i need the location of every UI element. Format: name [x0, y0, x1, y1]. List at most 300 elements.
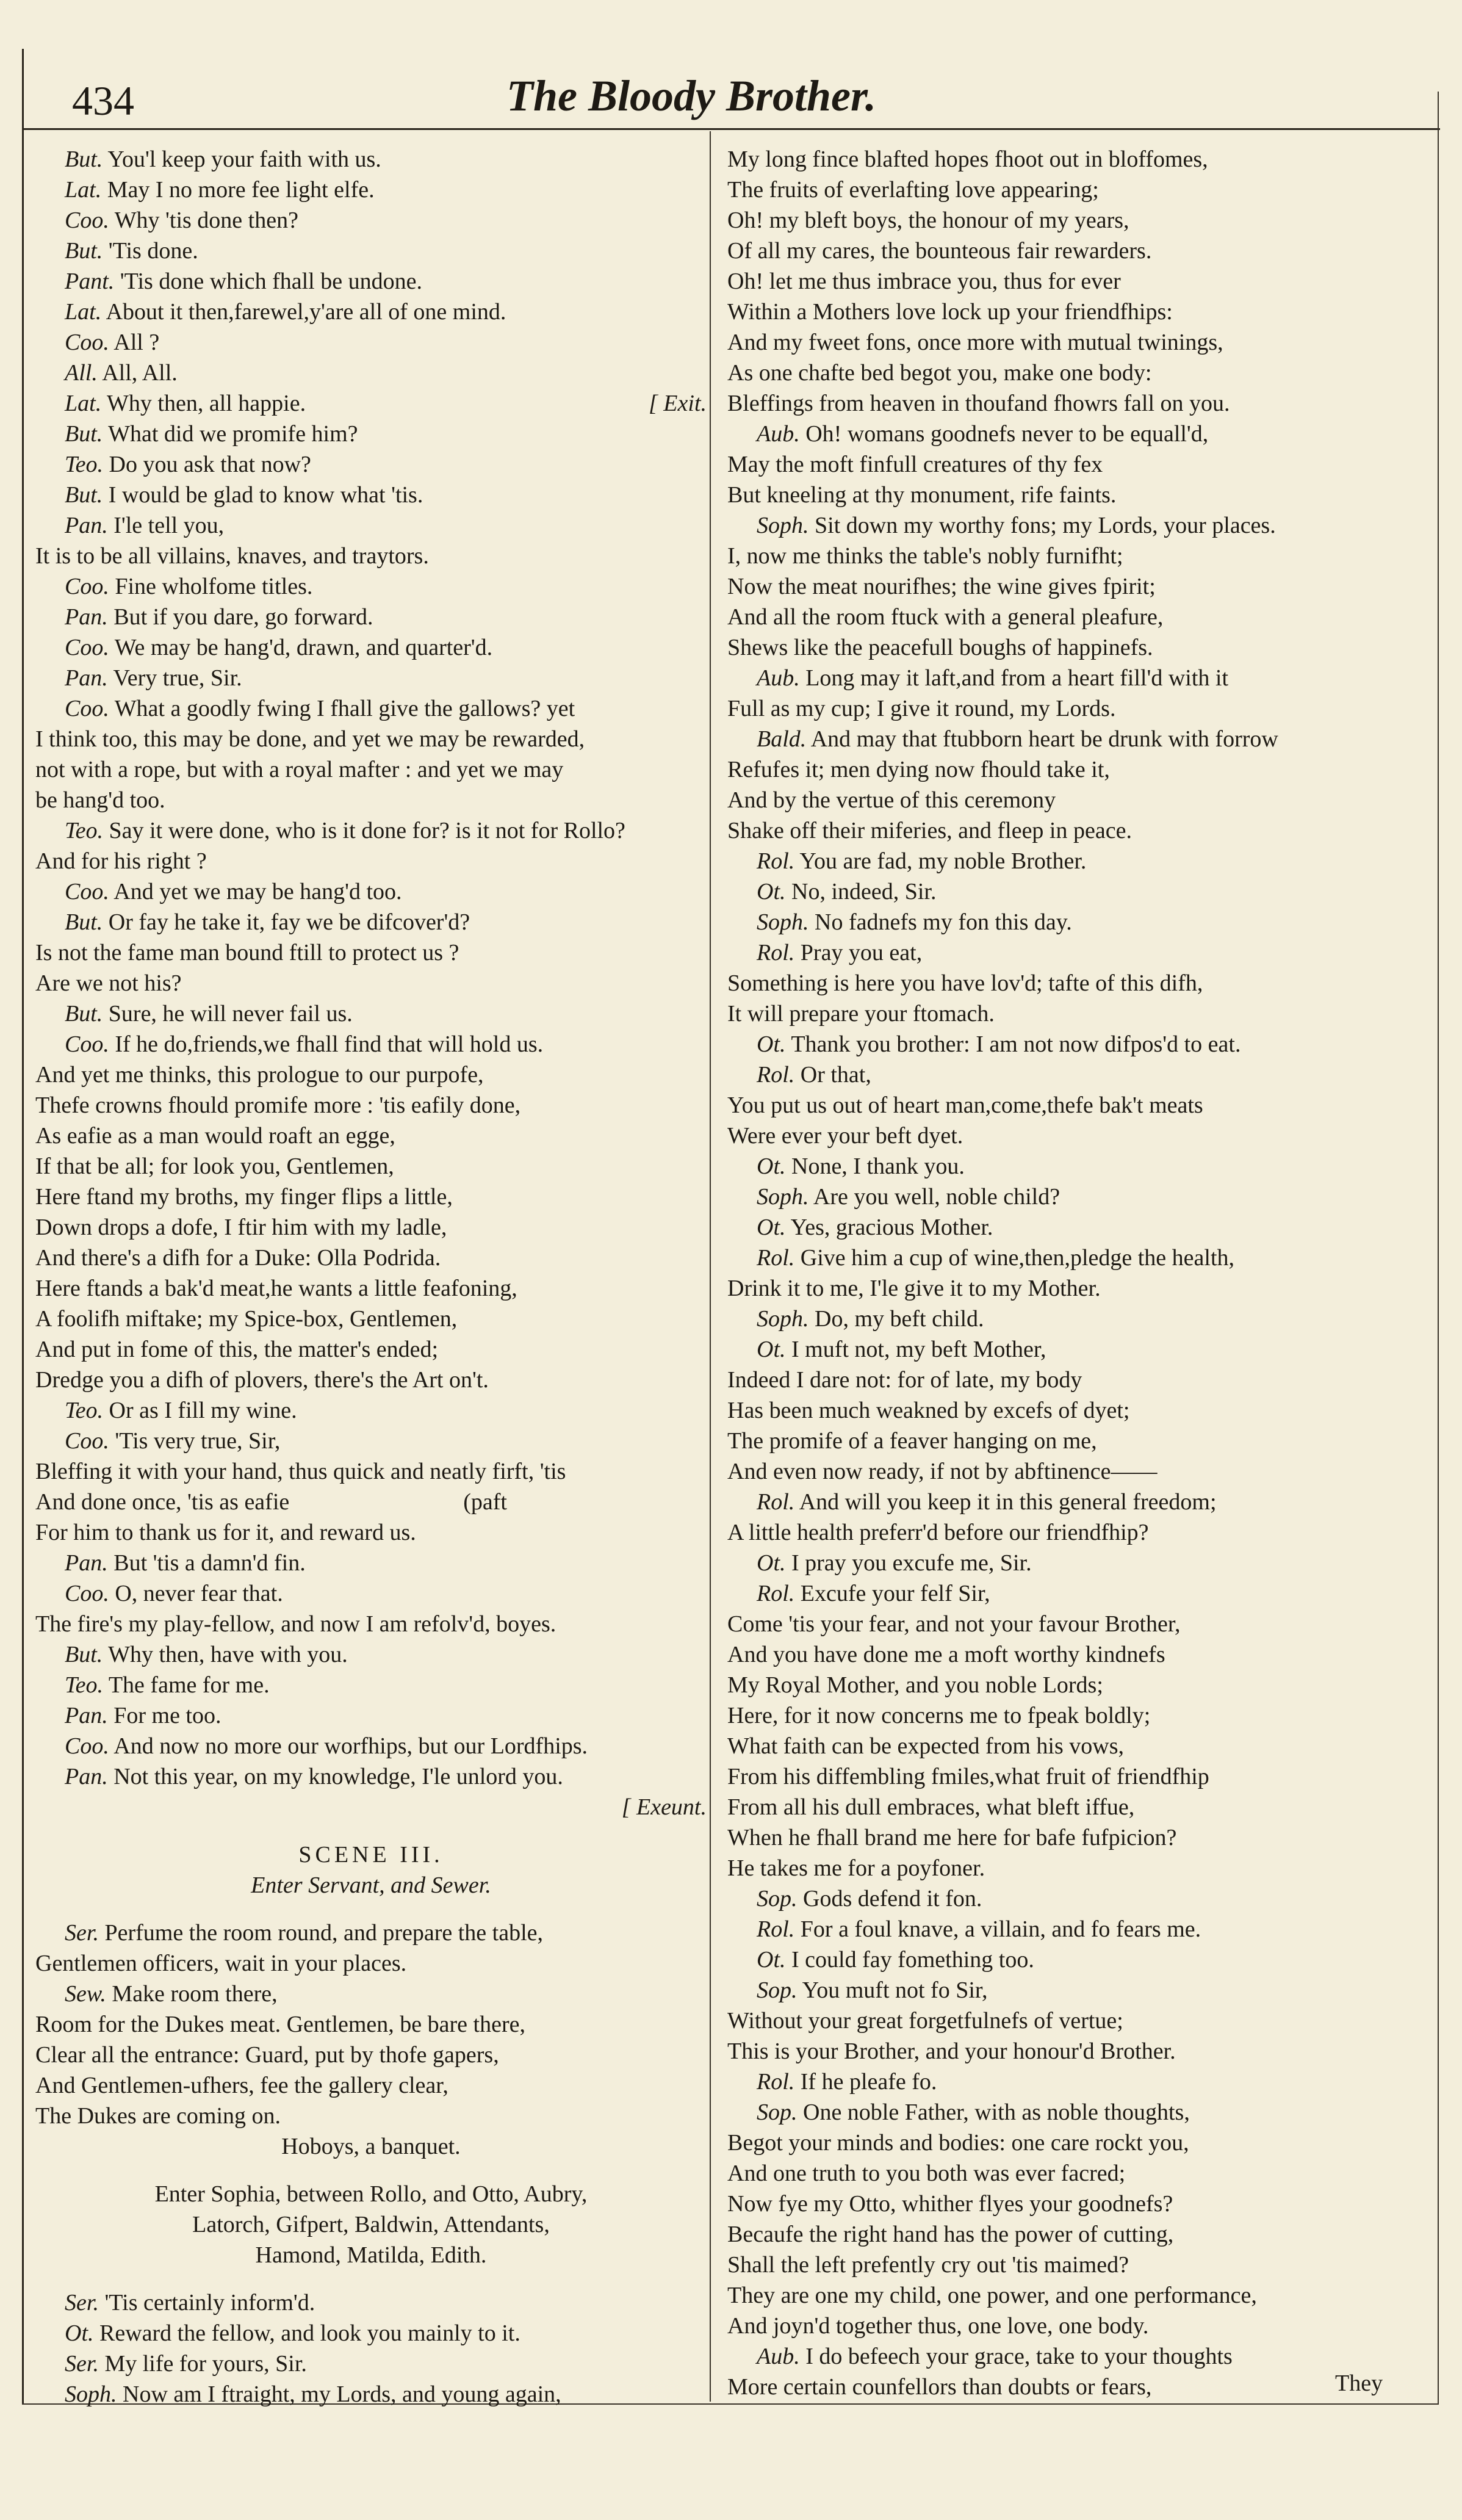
line-text: Room for the Dukes meat. Gentlemen, be bare there,: [35, 2012, 525, 2037]
line-text: They are one my child, one power, and one performance,: [727, 2283, 1257, 2308]
speaker-name: Aub.: [757, 665, 800, 691]
verse-line: [727, 724, 1435, 754]
line-text: Drink it to me, I'le give it to my Mother.: [727, 1276, 1101, 1301]
line-text: Here ftands a bak'd meat,he wants a little feafoning,: [35, 1276, 517, 1301]
line-text: We may be hang'd, drawn, and quarter'd.: [114, 635, 493, 660]
line-text: All ?: [113, 330, 160, 355]
verse-line: [35, 1948, 707, 1979]
verse-line: [35, 1395, 707, 1426]
line-text: Full as my cup; I give it round, my Lords.: [727, 696, 1116, 721]
verse-line: [727, 2311, 1435, 2341]
speaker-name: Coo.: [65, 208, 109, 233]
line-text: [ Exeunt.: [621, 1794, 707, 1820]
verse-line: [727, 510, 1435, 541]
verse-line: [35, 1121, 707, 1151]
verse-line: [35, 785, 707, 815]
speaker-name: Lat.: [65, 391, 102, 416]
verse-line: [727, 1212, 1435, 1243]
line-text: Very true, Sir.: [113, 665, 242, 691]
line-text: Is not the fame man bound ftill to protect us ?: [35, 940, 459, 966]
verse-line: [35, 1151, 707, 1182]
line-text: Bleffings from heaven in thoufand fhowrs fall on you.: [727, 391, 1230, 416]
line-text: From all his dull embraces, what bleft iffue,: [727, 1794, 1135, 1820]
verse-line: [35, 144, 707, 175]
speaker-name: But.: [65, 238, 103, 264]
speaker-name: Pan.: [65, 604, 108, 630]
header-rule: [22, 128, 1440, 130]
verse-line: [35, 754, 707, 785]
line-text: What faith can be expected from his vows,: [727, 1733, 1124, 1759]
line-text: Oh! let me thus imbrace you, thus for ever: [727, 269, 1121, 294]
line-text: Long may it laft,and from a heart fill'd with it: [805, 665, 1228, 691]
line-text: This is your Brother, and your honour'd Brother.: [727, 2038, 1176, 2064]
speaker-name: Soph.: [757, 1184, 809, 1210]
verse-line: [727, 937, 1435, 968]
speaker-name: Soph.: [757, 909, 809, 935]
speaker-name: Teo.: [65, 452, 104, 477]
speaker-name: Sop.: [757, 1977, 798, 2003]
line-text: 'Tis done which fhall be undone.: [120, 269, 422, 294]
verse-line: [727, 2036, 1435, 2067]
verse-line: [727, 1853, 1435, 1883]
verse-line: [727, 693, 1435, 724]
line-text: What a goodly fwing I fhall give the gallows? yet: [114, 696, 575, 721]
verse-line: [727, 1456, 1435, 1487]
verse-line: [727, 266, 1435, 297]
verse-line: [727, 1578, 1435, 1609]
stage-direction: [35, 2179, 707, 2209]
verse-line: [727, 358, 1435, 388]
verse-line: [727, 2067, 1435, 2097]
verse-line: [727, 1761, 1435, 1792]
spacer: [35, 1901, 707, 1918]
line-text: And put in fome of this, the matter's ended;: [35, 1337, 439, 1362]
line-text: Refufes it; men dying now fhould take it,: [727, 757, 1110, 782]
verse-line: [35, 2287, 707, 2318]
speaker-name: Rol.: [757, 1062, 795, 1088]
verse-line: [727, 998, 1435, 1029]
line-text: Fine wholfome titles.: [115, 574, 313, 599]
verse-line: [35, 1639, 707, 1670]
line-text: not with a rope, but with a royal mafter : and yet we may: [35, 757, 564, 782]
verse-line: [727, 1487, 1435, 1517]
line-text: You'l keep your faith with us.: [107, 146, 381, 172]
line-text: 'Tis certainly inform'd.: [104, 2290, 315, 2316]
verse-line: [35, 1060, 707, 1090]
line-text: Why then, all happie.: [107, 391, 306, 416]
verse-line: [35, 1334, 707, 1365]
verse-line: [727, 175, 1435, 205]
line-text: My Royal Mother, and you noble Lords;: [727, 1672, 1103, 1698]
speaker-name: Coo.: [65, 330, 109, 355]
line-text: Has been much weakned by excefs of dyet;: [727, 1398, 1130, 1423]
line-text: The fruits of everlafting love appearing;: [727, 177, 1099, 203]
line-text: Were ever your beft dyet.: [727, 1123, 963, 1149]
line-text: And done once, 'tis as eafie (paft: [35, 1489, 507, 1515]
verse-line: [35, 541, 707, 571]
verse-line: [35, 1761, 707, 1792]
line-text: Becaufe the right hand has the power of cutting,: [727, 2222, 1174, 2247]
verse-line: [35, 1304, 707, 1334]
verse-line: [35, 449, 707, 480]
line-text: Thank you brother: I am not now difpos'd to eat.: [791, 1031, 1241, 1057]
line-text: For a foul knave, a villain, and fo fears me.: [800, 1916, 1201, 1942]
line-text: I'le tell you,: [113, 513, 225, 538]
verse-line: [35, 1670, 707, 1700]
speaker-name: Lat.: [65, 299, 102, 325]
line-text: Something is here you have lov'd; tafte of this difh,: [727, 970, 1203, 996]
speaker-name: Rol.: [757, 2069, 795, 2095]
verse-line: [35, 358, 707, 388]
left-column: [35, 144, 707, 2410]
verse-line: [727, 236, 1435, 266]
verse-line: [35, 724, 707, 754]
line-text: It will prepare your ftomach.: [727, 1001, 995, 1027]
line-text: Sure, he will never fail us.: [108, 1001, 353, 1027]
line-text: One noble Father, with as noble thoughts,: [803, 2099, 1190, 2125]
stage-direction: [35, 1792, 707, 1822]
verse-line: [727, 785, 1435, 815]
line-text: Down drops a dofe, I ftir him with my ladle,: [35, 1215, 447, 1240]
line-text: Shews like the peacefull boughs of happinefs.: [727, 635, 1153, 660]
verse-line: [35, 1517, 707, 1548]
line-text: I think too, this may be done, and yet we may be rewarded,: [35, 726, 585, 752]
spacer: [35, 2270, 707, 2287]
line-text: Gods defend it fon.: [803, 1886, 982, 1912]
speaker-name: But.: [65, 482, 103, 508]
verse-line: [727, 968, 1435, 998]
verse-line: [727, 1243, 1435, 1273]
line-text: Gentlemen officers, wait in your places.: [35, 1951, 407, 1976]
line-text: But if you dare, go forward.: [113, 604, 373, 630]
speaker-name: Ot.: [65, 2320, 94, 2346]
verse-line: [727, 144, 1435, 175]
line-text: It is to be all villains, knaves, and traytors.: [35, 543, 429, 569]
line-text: Or as I fill my wine.: [109, 1398, 297, 1423]
line-text: And may that ftubborn heart be drunk with forrow: [810, 726, 1278, 752]
line-text: And my fweet fons, once more with mutual twinings,: [727, 330, 1223, 355]
verse-line: [727, 1639, 1435, 1670]
verse-line: [727, 2219, 1435, 2250]
verse-line: [727, 602, 1435, 632]
speaker-name: Teo.: [65, 818, 104, 843]
line-text: be hang'd too.: [35, 787, 165, 813]
line-text: Pray you eat,: [800, 940, 923, 966]
verse-line: [35, 2379, 707, 2410]
line-text: Now the meat nourifhes; the wine gives fpirit;: [727, 574, 1156, 599]
verse-line: [35, 876, 707, 907]
spacer: [35, 1822, 707, 1839]
verse-line: [35, 205, 707, 236]
verse-line: [35, 1918, 707, 1948]
speaker-name: Pan.: [65, 1703, 108, 1728]
verse-line: [35, 1212, 707, 1243]
speaker-name: Ot.: [757, 1215, 786, 1240]
verse-line: [35, 510, 707, 541]
right-border: [1438, 92, 1439, 2405]
line-text: Shall the left prefently cry out 'tis maimed?: [727, 2252, 1129, 2278]
verse-line: [727, 2372, 1435, 2402]
verse-line: [35, 632, 707, 663]
line-text: No, indeed, Sir.: [791, 879, 937, 904]
verse-line: [35, 815, 707, 846]
verse-line: [727, 632, 1435, 663]
verse-line: [35, 2070, 707, 2101]
verse-line: [727, 1792, 1435, 1822]
line-text: 'Tis very true, Sir,: [115, 1428, 281, 1454]
line-text: And by the vertue of this ceremony: [727, 787, 1056, 813]
verse-line: [727, 2250, 1435, 2280]
speaker-name: Coo.: [65, 879, 109, 904]
line-text: Perfume the room round, and prepare the table,: [104, 1920, 544, 1946]
line-text: A foolifh miftake; my Spice-box, Gentlemen,: [35, 1306, 458, 1332]
line-text: You muft not fo Sir,: [802, 1977, 988, 2003]
verse-line: [35, 236, 707, 266]
speaker-name: But.: [65, 909, 103, 935]
line-text: And yet me thinks, this prologue to our purpofe,: [35, 1062, 484, 1088]
verse-line: [35, 480, 707, 510]
line-text: Dredge you a difh of plovers, there's the Art on't.: [35, 1367, 489, 1393]
line-text: I do befeech your grace, take to your thoughts: [805, 2344, 1233, 2369]
verse-line: [727, 1670, 1435, 1700]
verse-line: [35, 1426, 707, 1456]
verse-line: [35, 571, 707, 602]
verse-line: [35, 846, 707, 876]
speaker-name: But.: [65, 1642, 103, 1667]
line-text: You are fad, my noble Brother.: [799, 848, 1087, 874]
line-text: Begot your minds and bodies: one care rockt you,: [727, 2130, 1189, 2156]
verse-line: [727, 1822, 1435, 1853]
line-text: As eafie as a man would roaft an egge,: [35, 1123, 395, 1149]
scene-heading: [35, 1839, 707, 1870]
line-text: 'Tis done.: [108, 238, 198, 264]
line-text: I could fay fomething too.: [791, 1947, 1034, 1973]
speaker-name: Aub.: [757, 2344, 800, 2369]
line-text: If he do,friends,we fhall find that will hold us.: [115, 1031, 544, 1057]
line-text: My long fince blafted hopes fhoot out in bloffomes,: [727, 146, 1208, 172]
verse-line: [727, 1914, 1435, 1944]
verse-line: [727, 388, 1435, 419]
speaker-name: Pan.: [65, 513, 108, 538]
line-text: And yet we may be hang'd too.: [113, 879, 402, 904]
stage-direction: [35, 2209, 707, 2240]
speaker-name: Rol.: [757, 1489, 795, 1515]
verse-line: [727, 480, 1435, 510]
column-divider: [710, 131, 711, 2402]
speaker-name: Sop.: [757, 1886, 798, 1912]
line-text: And all the room ftuck with a general pleafure,: [727, 604, 1164, 630]
verse-line: [35, 1456, 707, 1487]
verse-line: [35, 1365, 707, 1395]
verse-line: [727, 327, 1435, 358]
line-text: Oh! my bleft boys, the honour of my years,: [727, 208, 1129, 233]
line-text: May the moft finfull creatures of thy fex: [727, 452, 1103, 477]
line-text: Of all my cares, the bounteous fair rewarders.: [727, 238, 1152, 264]
verse-line: [727, 419, 1435, 449]
verse-line: [35, 1273, 707, 1304]
left-border: [22, 49, 24, 2405]
verse-line: [35, 907, 707, 937]
verse-line: [727, 1151, 1435, 1182]
line-text: For me too.: [113, 1703, 221, 1728]
line-text: A little health preferr'd before our friendfhip?: [727, 1520, 1149, 1545]
verse-line: [727, 754, 1435, 785]
line-text: As one chafte bed begot you, make one body:: [727, 360, 1152, 386]
verse-line: [35, 266, 707, 297]
line-text: Enter Sophia, between Rollo, and Otto, Aubry,: [154, 2181, 588, 2207]
verse-line: [727, 1609, 1435, 1639]
verse-line: [727, 876, 1435, 907]
line-text: O, never fear that.: [115, 1581, 283, 1606]
running-title: The Bloody Brother.: [506, 71, 877, 120]
verse-line: [35, 1182, 707, 1212]
speaker-name: Teo.: [65, 1398, 104, 1423]
speaker-name: Coo.: [65, 1428, 109, 1454]
speaker-name: All.: [65, 360, 98, 386]
speaker-name: Ot.: [757, 1947, 786, 1973]
line-text: Reward the fellow, and look you mainly to it.: [99, 2320, 520, 2346]
speaker-name: Rol.: [757, 848, 795, 874]
speaker-name: Coo.: [65, 635, 109, 660]
verse-line: [727, 1182, 1435, 1212]
line-text: All, All.: [102, 360, 178, 386]
verse-line: [727, 2097, 1435, 2128]
line-text: No fadnefs my fon this day.: [815, 909, 1072, 935]
verse-line: [35, 1731, 707, 1761]
line-text: Do you ask that now?: [109, 452, 311, 477]
verse-line: [727, 2158, 1435, 2189]
verse-line: [35, 2318, 707, 2349]
verse-line: [727, 1029, 1435, 1060]
verse-line: [35, 297, 707, 327]
line-text: Now fye my Otto, whither flyes your goodnefs?: [727, 2191, 1173, 2217]
verse-line: [35, 1487, 707, 1517]
line-text: Here ftand my broths, my finger flips a little,: [35, 1184, 453, 1210]
line-text: You put us out of heart man,come,thefe bak't meats: [727, 1092, 1203, 1118]
line-text: And you have done me a moft worthy kindnefs: [727, 1642, 1165, 1667]
speaker-name: Ot.: [757, 1031, 786, 1057]
stage-direction: [35, 1870, 707, 1901]
verse-line: [35, 1700, 707, 1731]
line-text: Do, my beft child.: [815, 1306, 984, 1332]
line-text: Sit down my worthy fons; my Lords, your places.: [815, 513, 1276, 538]
line-text: Clear all the entrance: Guard, put by thofe gapers,: [35, 2042, 499, 2068]
verse-line: [727, 2189, 1435, 2219]
verse-line: [727, 297, 1435, 327]
verse-line: [727, 1883, 1435, 1914]
catchword: They: [1335, 2370, 1383, 2396]
line-text: The Dukes are coming on.: [35, 2103, 281, 2129]
speaker-name: Sew.: [65, 1981, 106, 2007]
speaker-name: Pan.: [65, 1764, 108, 1789]
speaker-name: Rol.: [757, 1581, 795, 1606]
speaker-name: Lat.: [65, 177, 102, 203]
line-text: May I no more fee light elfe.: [107, 177, 375, 203]
line-text: Excufe your felf Sir,: [800, 1581, 990, 1606]
line-text: More certain counfellors than doubts or fears,: [727, 2374, 1152, 2400]
stage-direction: [35, 2240, 707, 2270]
speaker-name: Coo.: [65, 1031, 109, 1057]
speaker-name: Pan.: [65, 665, 108, 691]
line-text: Thefe crowns fhould promife more : 'tis eafily done,: [35, 1092, 521, 1118]
line-text: He takes me for a poyfoner.: [727, 1855, 985, 1881]
speaker-name: But.: [65, 421, 103, 447]
speaker-name: Pant.: [65, 269, 115, 294]
verse-line: [35, 937, 707, 968]
verse-line: [35, 2040, 707, 2070]
speaker-name: Coo.: [65, 696, 109, 721]
verse-line: [727, 1395, 1435, 1426]
line-text: Yes, gracious Mother.: [790, 1215, 993, 1240]
verse-line: [727, 1700, 1435, 1731]
verse-line: [35, 2101, 707, 2131]
line-text: Now am I ftraight, my Lords, and young again,: [123, 2381, 561, 2407]
line-text: Give him a cup of wine,then,pledge the health,: [800, 1245, 1235, 1271]
line-text: Why then, have with you.: [108, 1642, 348, 1667]
verse-line: [727, 541, 1435, 571]
line-text: Enter Servant, and Sewer.: [251, 1872, 491, 1898]
verse-line: [35, 663, 707, 693]
line-text: SCENE III.: [298, 1842, 444, 1868]
line-text: I pray you excufe me, Sir.: [791, 1550, 1032, 1576]
verse-line: [35, 2009, 707, 2040]
line-text: My life for yours, Sir.: [104, 2351, 307, 2377]
line-text: I muft not, my beft Mother,: [791, 1337, 1046, 1362]
line-text: Latorch, Gifpert, Baldwin, Attendants,: [192, 2212, 550, 2237]
speaker-name: Ser.: [65, 2351, 99, 2377]
verse-line: [35, 1578, 707, 1609]
speaker-name: Coo.: [65, 1733, 109, 1759]
verse-line: [35, 327, 707, 358]
line-text: Indeed I dare not: for of late, my body: [727, 1367, 1082, 1393]
verse-line: [727, 1944, 1435, 1975]
line-text: Come 'tis your fear, and not your favour Brother,: [727, 1611, 1181, 1637]
verse-line: [727, 571, 1435, 602]
verse-line: [727, 1060, 1435, 1090]
line-text: Why 'tis done then?: [114, 208, 298, 233]
line-text: Oh! womans goodnefs never to be equall'd,: [805, 421, 1209, 447]
line-text: Hamond, Matilda, Edith.: [255, 2242, 487, 2268]
speaker-name: Ser.: [65, 2290, 99, 2316]
verse-line: [35, 998, 707, 1029]
verse-line: [35, 1243, 707, 1273]
line-text: Are we not his?: [35, 970, 182, 996]
line-text: When he fhall brand me here for bafe fufpicion?: [727, 1825, 1177, 1850]
line-text: Bleffing it with your hand, thus quick and neatly firft, 'tis: [35, 1459, 566, 1484]
verse-line: [35, 1979, 707, 2009]
verse-line: [727, 663, 1435, 693]
speaker-name: Rol.: [757, 1245, 795, 1271]
spacer: [35, 2162, 707, 2179]
line-text: The promife of a feaver hanging on me,: [727, 1428, 1097, 1454]
line-text: I, now me thinks the table's nobly furnifht;: [727, 543, 1123, 569]
speaker-name: But.: [65, 146, 103, 172]
line-text: I would be glad to know what 'tis.: [108, 482, 423, 508]
stage-direction: [35, 2131, 707, 2162]
verse-line: [727, 2128, 1435, 2158]
line-text: For him to thank us for it, and reward us.: [35, 1520, 416, 1545]
verse-line: [35, 419, 707, 449]
line-text: And for his right ?: [35, 848, 207, 874]
line-text: Say it were done, who is it done for? is it not for Rollo?: [109, 818, 625, 843]
verse-line: [35, 175, 707, 205]
verse-line: [727, 1273, 1435, 1304]
line-text: If that be all; for look you, Gentlemen,: [35, 1153, 394, 1179]
verse-line: [727, 205, 1435, 236]
verse-line: [727, 1121, 1435, 1151]
speaker-name: Pan.: [65, 1550, 108, 1576]
verse-line: [35, 968, 707, 998]
